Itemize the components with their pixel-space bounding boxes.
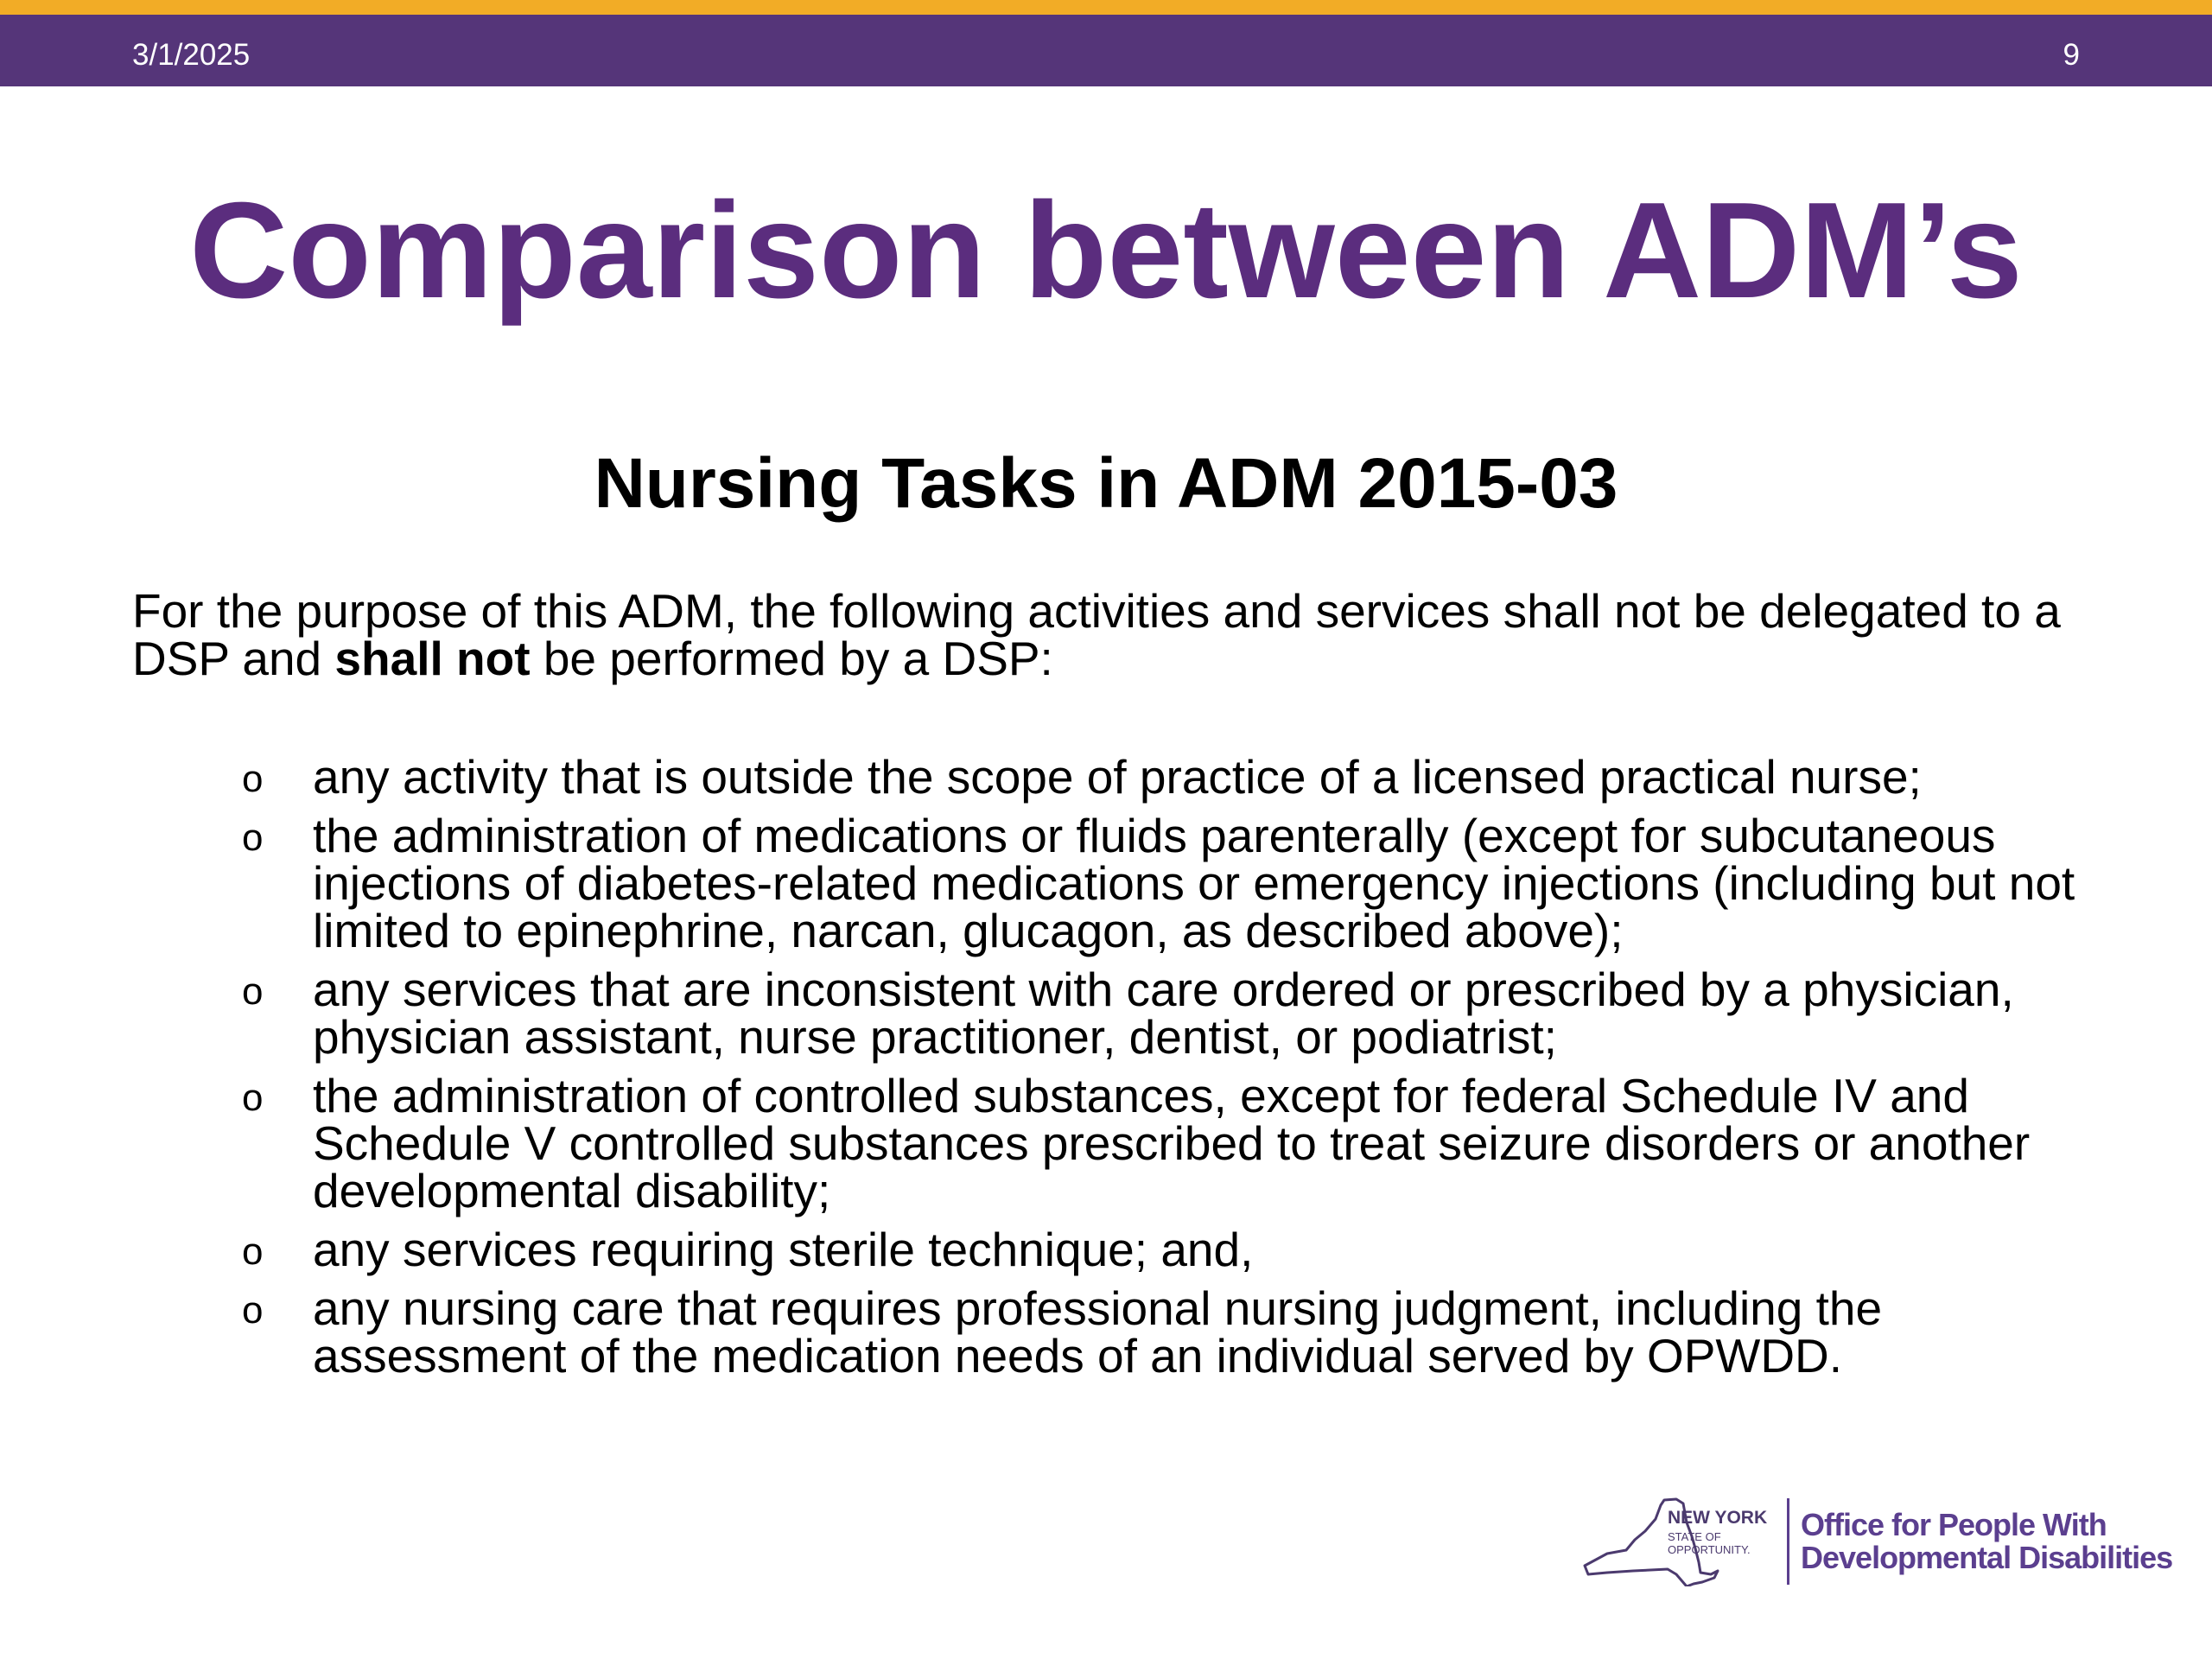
ny-state-tagline-2: OPPORTUNITY. bbox=[1668, 1543, 1751, 1556]
list-item-text: the administration of medications or fluids parenterally (except for subcutaneous injections of diabetes-related medications or emergency injections (including but not limited to epinephrine, narcan, glucagon, as described above); bbox=[313, 809, 2075, 957]
bullet-circle-icon: o bbox=[242, 1289, 264, 1332]
list-item bbox=[242, 1069, 2082, 1217]
header-date: 3/1/2025 bbox=[132, 38, 251, 72]
agency-name-line1: Office for People With bbox=[1801, 1507, 2107, 1542]
bullet-circle-icon: o bbox=[242, 758, 264, 800]
list-item bbox=[242, 750, 2082, 804]
bullet-list bbox=[242, 750, 2082, 1391]
bullet-circle-icon: o bbox=[242, 817, 264, 859]
bullet-circle-icon: o bbox=[242, 970, 264, 1013]
intro-text-part2: be performed by a DSP: bbox=[530, 632, 1053, 685]
list-item-text: any services that are inconsistent with care ordered or prescribed by a physician, physician assistant, nurse practitioner, dentist, or podiatrist; bbox=[313, 963, 2014, 1064]
intro-paragraph bbox=[132, 584, 2102, 685]
opwdd-logo bbox=[1581, 1495, 2177, 1590]
slide-subtitle: Nursing Tasks in ADM 2015-03 bbox=[594, 444, 1618, 523]
agency-name-line2: Developmental Disabilities bbox=[1801, 1540, 2173, 1575]
list-item bbox=[242, 1223, 2082, 1276]
list-item-text: any nursing care that requires professional nursing judgment, including the assessment of the medication needs of an individual served by OPWDD. bbox=[313, 1281, 1883, 1382]
list-item-text: any services requiring sterile technique; and, bbox=[313, 1223, 1254, 1276]
list-item bbox=[242, 963, 2082, 1064]
bullet-circle-icon: o bbox=[242, 1077, 264, 1119]
list-item bbox=[242, 1281, 2082, 1382]
intro-text-part1: For the purpose of this ADM, the following activities and services shall not be delegated to a DSP and bbox=[132, 584, 2061, 685]
ny-state-tagline-1: STATE OF bbox=[1668, 1530, 1721, 1543]
header-bar bbox=[0, 15, 2212, 86]
intro-bold-text: shall not bbox=[334, 632, 531, 685]
top-accent-stripe bbox=[0, 0, 2212, 15]
list-item bbox=[242, 809, 2082, 957]
list-item-text: any activity that is outside the scope of practice of a licensed practical nurse; bbox=[313, 750, 1922, 804]
slide-title: Comparison between ADM’s bbox=[189, 175, 2023, 327]
list-item-text: the administration of controlled substances, except for federal Schedule IV and Schedule V controlled substances prescribed to treat seizure disorders or another developmental disability; bbox=[313, 1069, 2031, 1217]
bullet-circle-icon: o bbox=[242, 1230, 264, 1273]
page-number: 9 bbox=[2063, 38, 2080, 72]
ny-state-wordmark: NEW YORK bbox=[1668, 1508, 1768, 1528]
logo-divider bbox=[1787, 1498, 1789, 1585]
